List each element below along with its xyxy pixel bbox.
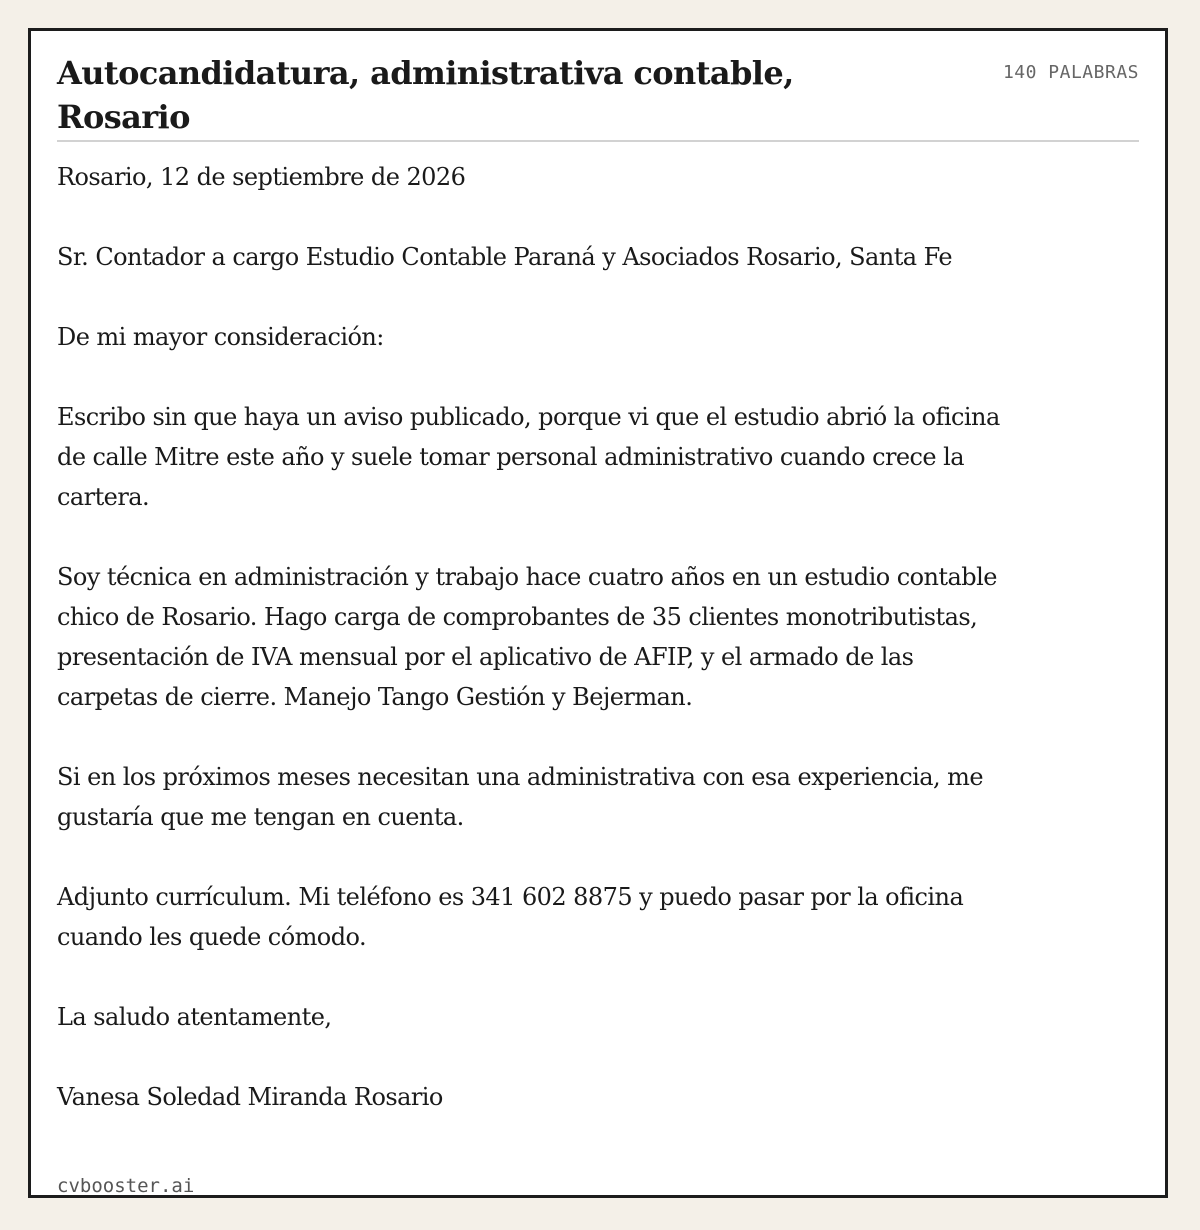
letter-paragraph-4: Adjunto currículum. Mi teléfono es 341 602 8875 y puedo pasar por la oficina cuando les quede cómodo. — [57, 883, 964, 951]
word-count-badge: 140 PALABRAS — [1002, 62, 1139, 83]
letter-date: Rosario, 12 de septiembre de 2026 — [57, 163, 466, 191]
brand-footer: cvbooster.ai — [57, 1175, 195, 1197]
letter-paragraph-3: Si en los próximos meses necesitan una administrativa con esa experiencia, me gustaría que me tengan en cuenta. — [57, 763, 984, 831]
letter-body — [57, 142, 1017, 1117]
letter-signature: Vanesa Soledad Miranda Rosario — [57, 1083, 443, 1111]
letter-paragraph-1: Escribo sin que haya un aviso publicado, porque vi que el estudio abrió la oficina de calle Mitre este año y suele tomar personal administrativo cuando crece la cartera. — [57, 403, 1000, 511]
letter-card — [28, 28, 1168, 1198]
letter-header — [57, 31, 1139, 142]
letter-salutation: De mi mayor consideración: — [57, 323, 384, 351]
letter-paragraph-2: Soy técnica en administración y trabajo hace cuatro años en un estudio contable chico de Rosario. Hago carga de comprobantes de 35 clientes monotributistas, presentación de IVA mensual por el aplicativo de AFIP, y el armado de las carpetas de cierre. Manejo Tango Gestión y Bejerman. — [57, 563, 997, 711]
letter-closing: La saludo atentamente, — [57, 1003, 332, 1031]
letter-title: Autocandidatura, administrativa contable, Rosario — [57, 54, 794, 136]
letter-recipient: Sr. Contador a cargo Estudio Contable Paraná y Asociados Rosario, Santa Fe — [57, 243, 953, 271]
